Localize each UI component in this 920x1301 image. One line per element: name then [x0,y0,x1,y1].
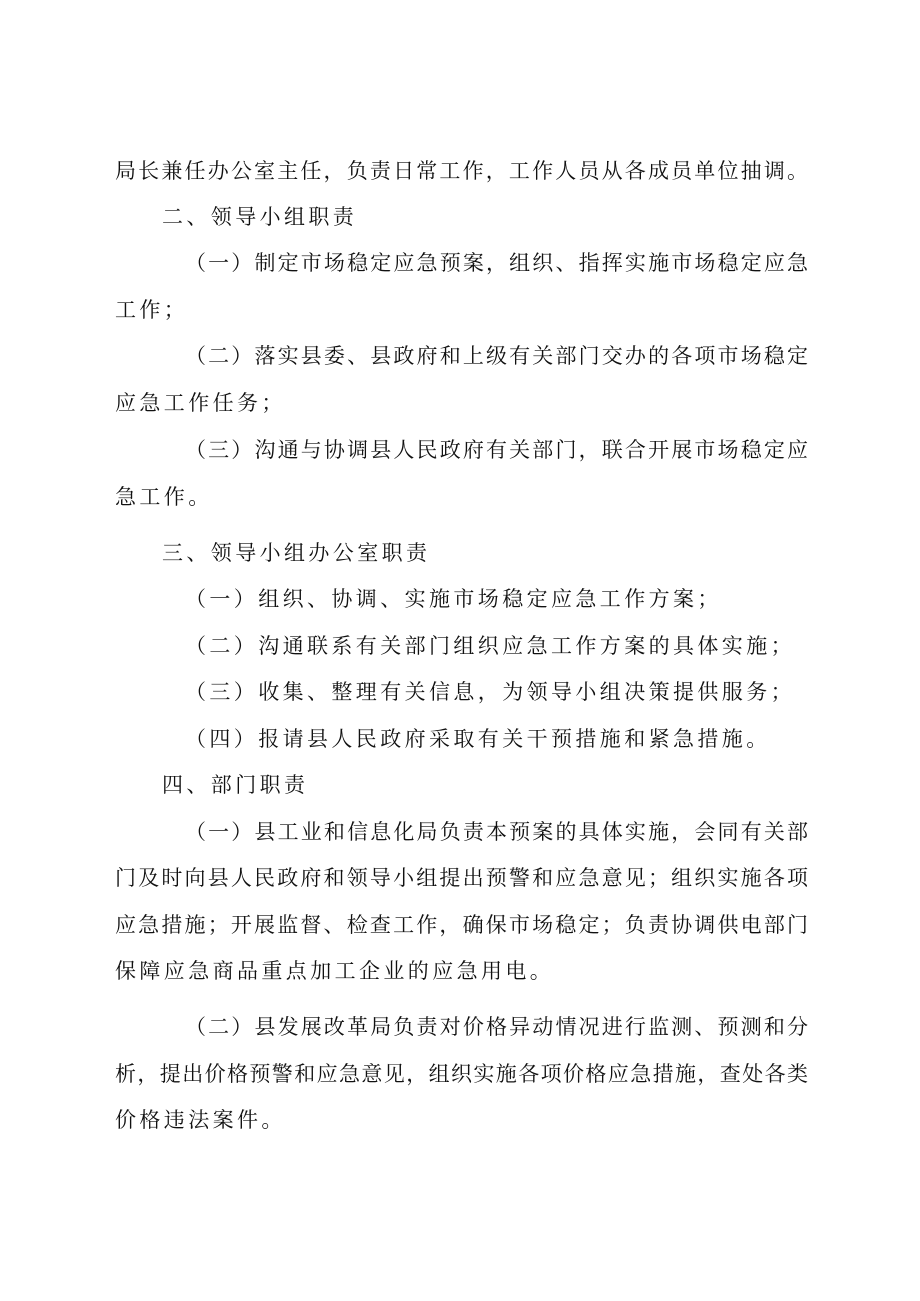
paragraph-line: （一）组织、协调、实施市场稳定应急工作方案； [185,587,722,611]
paragraph-line: （一）县工业和信息化局负责本预案的具体实施，会同有关部 [185,820,808,844]
paragraph-line: 保障应急商品重点加工企业的应急用电。 [115,959,555,983]
paragraph-line: 价格违法案件。 [115,1108,286,1132]
paragraph-line: （二）沟通联系有关部门组织应急工作方案的具体实施； [185,634,795,658]
paragraph-line: （二）落实县委、县政府和上级有关部门交办的各项市场稳定 [185,344,808,368]
paragraph-line: 工作； [115,298,189,322]
paragraph-line: （一）制定市场稳定应急预案，组织、指挥实施市场稳定应急 [185,251,808,275]
section-heading: 三、领导小组办公室职责 [162,541,431,565]
paragraph-line: 应急措施；开展监督、检查工作，确保市场稳定；负责协调供电部门 [115,913,808,937]
paragraph-line: 门及时向县人民政府和领导小组提出预警和应急意见；组织实施各项 [115,866,808,890]
paragraph-line: 局长兼任办公室主任，负责日常工作，工作人员从各成员单位抽调。 [115,159,808,183]
paragraph-line: 析，提出价格预警和应急意见，组织实施各项价格应急措施，查处各类 [115,1062,808,1086]
paragraph-line: （三）收集、整理有关信息，为领导小组决策提供服务； [185,680,795,704]
paragraph-line: 急工作。 [115,485,213,509]
paragraph-line: （二）县发展改革局负责对价格异动情况进行监测、预测和分 [185,1015,808,1039]
paragraph-line: 应急工作任务； [115,391,286,415]
section-heading: 二、领导小组职责 [162,205,358,229]
paragraph-line: （三）沟通与协调县人民政府有关部门，联合开展市场稳定应 [185,438,808,462]
section-heading: 四、部门职责 [162,773,309,797]
paragraph-line: （四）报请县人民政府采取有关干预措施和紧急措施。 [185,727,771,751]
